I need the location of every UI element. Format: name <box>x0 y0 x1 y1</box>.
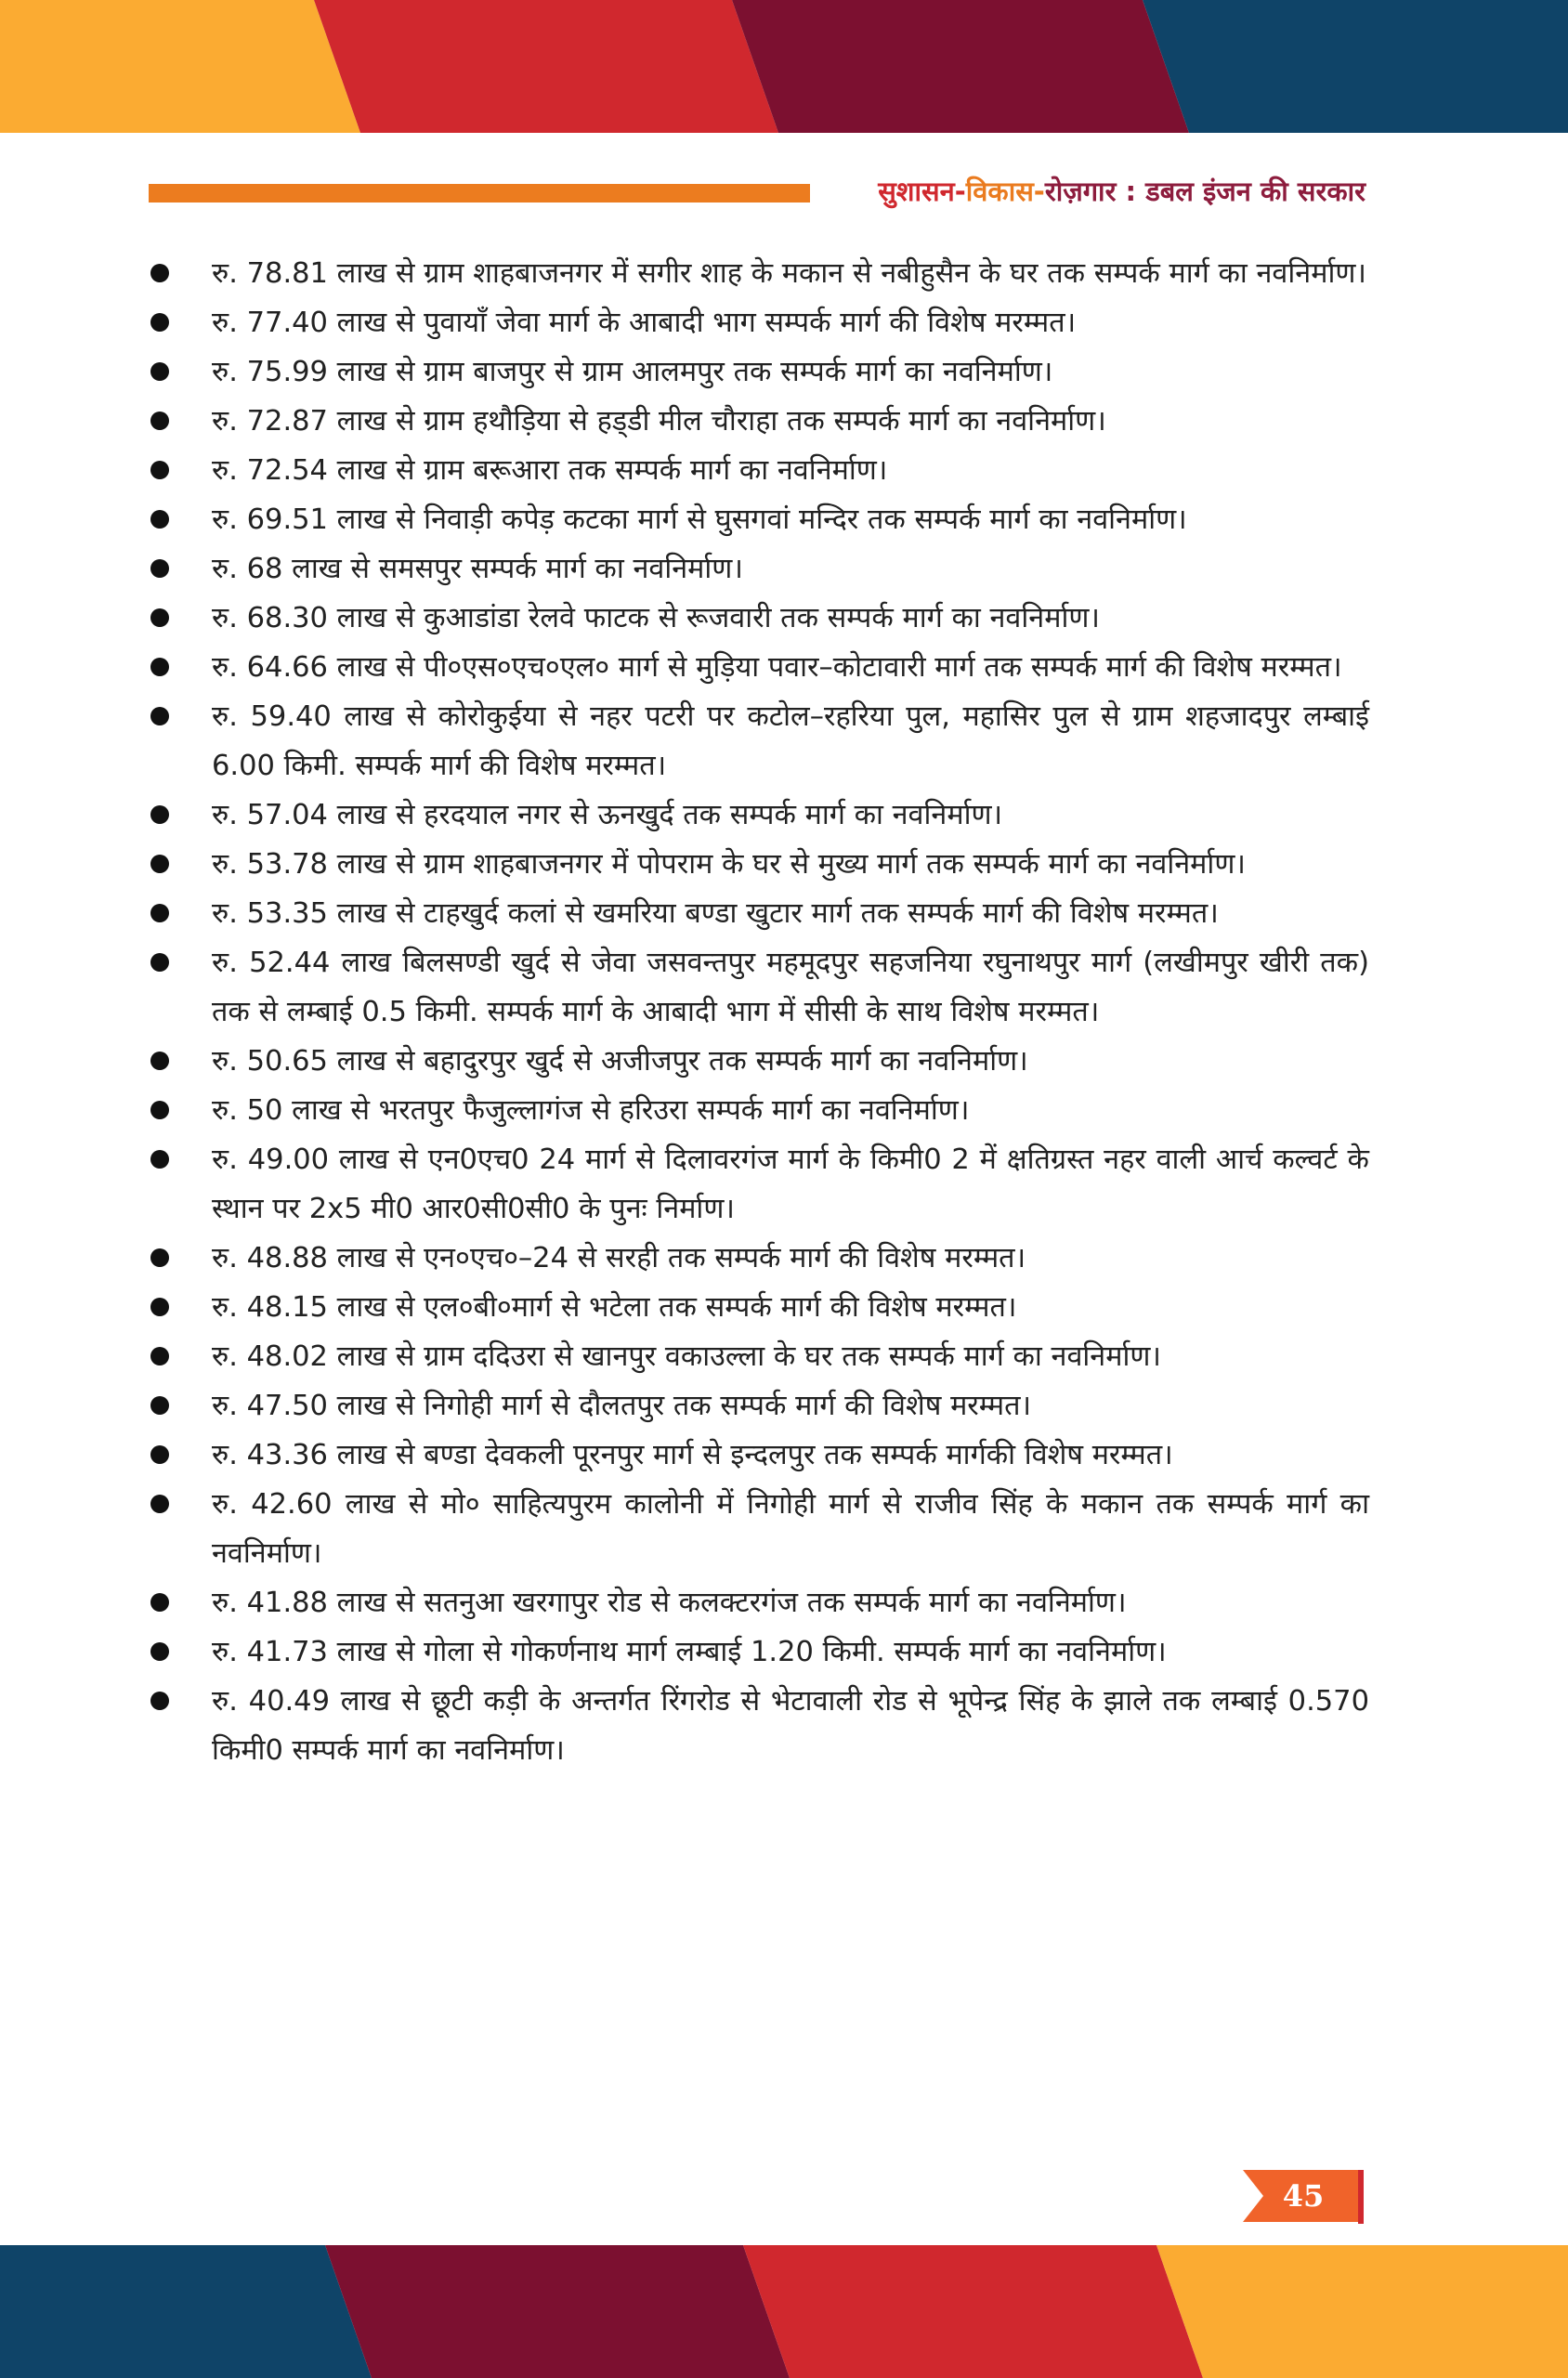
list-item-text: रु. 68.30 लाख से कुआडांडा रेलवे फाटक से रूजवारी तक सम्पर्क मार्ग का नवनिर्माण। <box>212 602 1100 634</box>
list-item-text: रु. 59.40 लाख से कोरोकुईया से नहर पटरी पर कटोल–रहरिया पुल, महासिर पुल से ग्राम शहजादपुर लम्बाई 6.00 किमी. सम्पर्क मार्ग की विशेष मरम्मत। <box>212 700 1369 782</box>
header-title <box>878 173 1365 210</box>
bullet-icon <box>150 1150 169 1169</box>
running-header <box>149 173 1365 210</box>
bullet-icon <box>150 362 169 381</box>
list-item <box>150 1578 1369 1627</box>
list-item-text: रु. 40.49 लाख से छूटी कड़ी के अन्तर्गत रिंगरोड से भेटावाली रोड से भूपेन्द्र सिंह के झाले तक लम्बाई 0.570 किमी0 सम्पर्क मार्ग का नवनिर्माण। <box>212 1685 1369 1767</box>
list-item-text: रु. 78.81 लाख से ग्राम शाहबाजनगर में सगीर शाह के मकान से नबीहुसैन के घर तक सम्पर्क मार्ग का नवनिर्माण। <box>212 257 1366 290</box>
list-item-text: रु. 50.65 लाख से बहादुरपुर खुर्द से अजीजपुर तक सम्पर्क मार्ग का नवनिर्माण। <box>212 1045 1028 1078</box>
list-item-text: रु. 41.88 लाख से सतनुआ खरगापुर रोड से कलक्टरगंज तक सम्पर्क मार्ग का नवनिर्माण। <box>212 1587 1127 1619</box>
bullet-icon <box>150 904 169 922</box>
bullet-icon <box>150 1396 169 1415</box>
bullet-icon <box>150 1495 169 1513</box>
list-item <box>150 1234 1369 1283</box>
bullet-icon <box>150 412 169 430</box>
list-item <box>150 1086 1369 1135</box>
list-item <box>150 594 1369 643</box>
bottom-band-orange <box>1156 2245 1568 2378</box>
bottom-band-navy <box>0 2245 372 2378</box>
bullet-icon <box>150 1445 169 1464</box>
list-item <box>150 1431 1369 1480</box>
list-item <box>150 249 1369 298</box>
list-item-text: रु. 64.66 लाख से पी०एस०एच०एल० मार्ग से मुड़िया पवार–कोटावारी मार्ग तक सम्पर्क मार्ग की विशेष मरम्मत। <box>212 651 1342 684</box>
list-item <box>150 643 1369 692</box>
list-item <box>150 397 1369 446</box>
list-item-text: रु. 72.87 लाख से ग्राम हथौड़िया से हड्‌डी मील चौराहा तक सम्पर्क मार्ग का नवनिर्माण। <box>212 405 1106 438</box>
list-item-text: रु. 69.51 लाख से निवाड़ी कपेड़ कटका मार्ग से घुसगवां मन्दिर तक सम्पर्क मार्ग का नवनिर्माण। <box>212 503 1187 536</box>
bullet-icon <box>150 1593 169 1612</box>
list-item <box>150 692 1369 790</box>
header-title-part-2: विकास- <box>965 176 1045 207</box>
list-item <box>150 298 1369 347</box>
list-item-text: रु. 53.35 लाख से टाहखुर्द कलां से खमरिया बण्डा खुटार मार्ग तक सम्पर्क मार्ग की विशेष मरम्मत। <box>212 897 1219 930</box>
list-item-text: रु. 52.44 लाख बिलसण्डी खुर्द से जेवा जसवन्तपुर महमूदपुर सहजनिया रघुनाथपुर मार्ग (लखीमपुर खीरी तक) तक से लम्बाई 0.5 किमी. सम्पर्क मार्ग के आबादी भाग में सीसी के साथ विशेष मरम्मत। <box>212 947 1369 1028</box>
bullet-icon <box>150 264 169 282</box>
list-item <box>150 446 1369 495</box>
top-band-orange <box>0 0 360 133</box>
list-item-text: रु. 48.88 लाख से एन०एच०–24 से सरही तक सम्पर्क मार्ग की विशेष मरम्मत। <box>212 1242 1026 1274</box>
bullet-icon <box>150 1248 169 1267</box>
list-item-text: रु. 50 लाख से भरतपुर फैजुल्लागंज से हरिउरा सम्पर्क मार्ग का नवनिर्माण। <box>212 1094 970 1127</box>
list-item-text: रु. 43.36 लाख से बण्डा देवकली पूरनपुर मार्ग से इन्दलपुर तक सम्पर्क मार्गकी विशेष मरम्मत। <box>212 1439 1173 1471</box>
bullet-icon <box>150 1052 169 1070</box>
header-orange-rule <box>149 184 810 203</box>
list-item <box>150 1627 1369 1677</box>
list-item <box>150 544 1369 594</box>
list-item <box>150 495 1369 544</box>
list-item-text: रु. 47.50 लाख से निगोही मार्ग से दौलतपुर तक सम्पर्क मार्ग की विशेष मरम्मत। <box>212 1390 1032 1422</box>
bullet-icon <box>150 1642 169 1661</box>
list-item <box>150 889 1369 938</box>
list-item-text: रु. 75.99 लाख से ग्राम बाजपुर से ग्राम आलमपुर तक सम्पर्क मार्ग का नवनिर्माण। <box>212 356 1053 388</box>
bullet-icon <box>150 1347 169 1365</box>
header-title-part-3: रोज़गार : डबल इंजन की सरकार <box>1044 176 1365 207</box>
bullet-icon <box>150 707 169 725</box>
list-item-text: रु. 42.60 लाख से मो० साहित्यपुरम कालोनी में निगोही मार्ग से राजीव सिंह के मकान तक सम्पर्क मार्ग का नवनिर्माण। <box>212 1488 1369 1570</box>
bullet-icon <box>150 855 169 873</box>
bullet-icon <box>150 461 169 479</box>
list-item <box>150 938 1369 1037</box>
list-item <box>150 1480 1369 1578</box>
top-color-band <box>0 0 1568 133</box>
page-number-tab <box>1243 2170 1364 2224</box>
bullet-icon <box>150 510 169 529</box>
list-item-text: रु. 68 लाख से समसपुर सम्पर्क मार्ग का नवनिर्माण। <box>212 553 743 585</box>
top-band-navy <box>1143 0 1568 133</box>
top-band-maroon <box>732 0 1189 133</box>
bullet-icon <box>150 1298 169 1316</box>
bullet-icon <box>150 1101 169 1119</box>
bullet-icon <box>150 805 169 824</box>
bullet-icon <box>150 658 169 676</box>
list-item <box>150 1037 1369 1086</box>
bottom-band-red <box>743 2245 1203 2378</box>
list-item-text: रु. 49.00 लाख से एन0एच0 24 मार्ग से दिलावरगंज मार्ग के किमी0 2 में क्षतिग्रस्त नहर वाली आर्च कल्वर्ट के स्थान पर 2x5 मी0 आर0सी0सी0 के पुनः निर्माण। <box>212 1143 1369 1225</box>
list-item <box>150 347 1369 397</box>
road-works-list <box>150 249 1369 1775</box>
list-item-text: रु. 48.02 लाख से ग्राम ददिउरा से खानपुर वकाउल्ला के घर तक सम्पर्क मार्ग का नवनिर्माण। <box>212 1340 1161 1373</box>
list-item <box>150 1135 1369 1234</box>
list-item <box>150 1381 1369 1431</box>
list-item-text: रु. 77.40 लाख से पुवायाँ जेवा मार्ग के आबादी भाग सम्पर्क मार्ग की विशेष मरम्मत। <box>212 307 1077 339</box>
bottom-band-maroon <box>325 2245 790 2378</box>
list-item-text: रु. 48.15 लाख से एल०बी०मार्ग से भटेला तक सम्पर्क मार्ग की विशेष मरम्मत। <box>212 1291 1017 1324</box>
bottom-color-band <box>0 2245 1568 2378</box>
list-item-text: रु. 72.54 लाख से ग्राम बरूआरा तक सम्पर्क मार्ग का नवनिर्माण। <box>212 454 888 487</box>
bullet-icon <box>150 953 169 972</box>
bullet-icon <box>150 313 169 332</box>
bullet-icon <box>150 559 169 578</box>
list-item <box>150 1283 1369 1332</box>
bullet-icon <box>150 608 169 627</box>
page-number: 45 <box>1282 2178 1325 2214</box>
top-band-red <box>314 0 778 133</box>
list-item <box>150 840 1369 889</box>
list-item <box>150 1332 1369 1381</box>
list-item <box>150 1677 1369 1775</box>
bullet-icon <box>150 1692 169 1710</box>
list-item-text: रु. 53.78 लाख से ग्राम शाहबाजनगर में पोपराम के घर से मुख्य मार्ग तक सम्पर्क मार्ग का नवनिर्माण। <box>212 848 1246 881</box>
list-item <box>150 790 1369 840</box>
page-tab-edge <box>1358 2170 1364 2224</box>
list-item-text: रु. 57.04 लाख से हरदयाल नगर से ऊनखुर्द तक सम्पर्क मार्ग का नवनिर्माण। <box>212 799 1003 831</box>
list-item-text: रु. 41.73 लाख से गोला से गोकर्णनाथ मार्ग लम्बाई 1.20 किमी. सम्पर्क मार्ग का नवनिर्माण। <box>212 1636 1167 1668</box>
header-title-part-1: सुशासन- <box>878 176 966 207</box>
